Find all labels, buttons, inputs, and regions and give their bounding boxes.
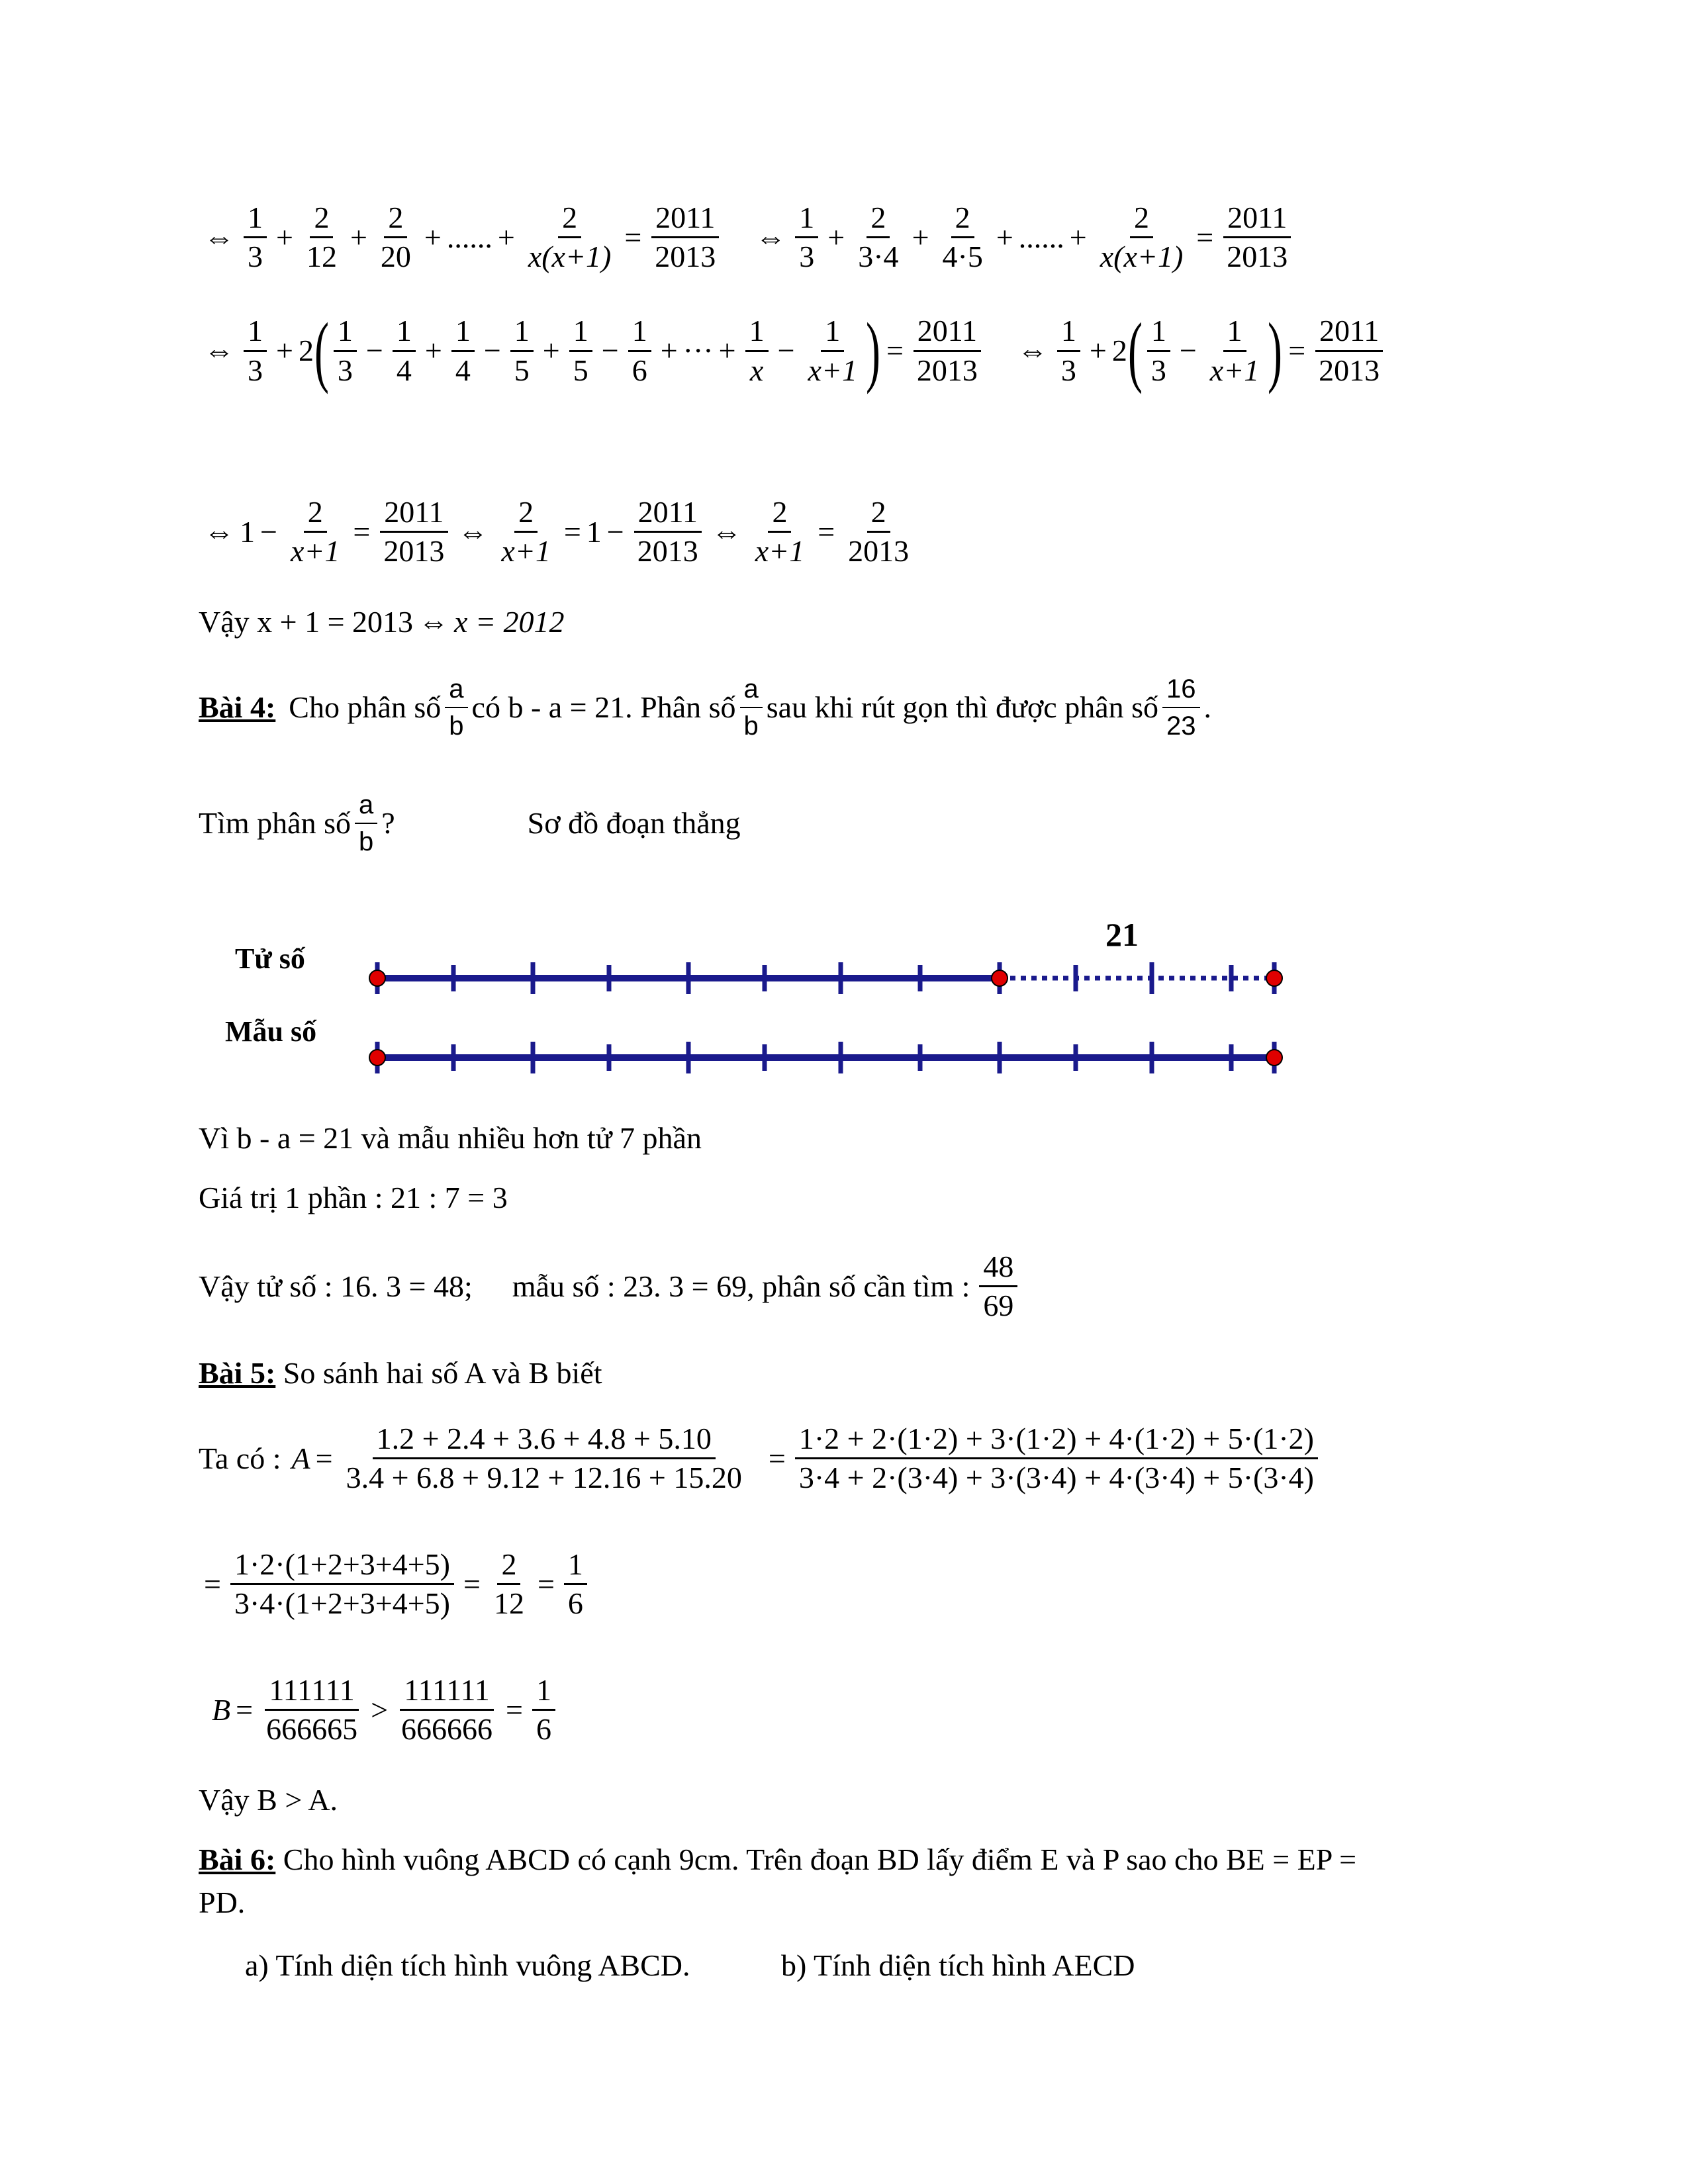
difference-label: 21 xyxy=(1105,916,1139,953)
fraction: $\frac{2}{20}$ xyxy=(380,201,411,274)
eq-line-2: ⇔ $\frac{1}{3}$ + 2 ( $\frac{1}{3}$ − $\frac{1}{4}$ + $\frac{1}{4}$ − $\frac{1}{5}$ + $\frac{1}{5}$ − $\frac{1}{6}$ + ··· + $\frac{1}{x}$ − $\frac{1}{x+1}$ ) = $\frac{2011}{2013}$ ⇔ $\frac{1}{3}$ + 2 ( $\frac{1}{3}$ − $\frac{1}{x+1}$ ) = $\frac{2011}{2013}$ xyxy=(199,311,1387,390)
fraction: $\frac{2011}{2013}$ xyxy=(1223,202,1291,273)
bai5-title: Bài 5: xyxy=(199,1356,276,1390)
bai5-conclusion: Vậy B > A. xyxy=(199,1783,338,1817)
conclusion-line: Vậy x + 1 = 2013 ⇔ x = 2012 xyxy=(199,605,565,639)
fraction: $\frac{1}{3}$ xyxy=(795,202,818,273)
fraction: $\frac{2}{4\cdot 5}$ xyxy=(942,201,983,274)
equiv-symbol: ⇔ xyxy=(711,514,742,549)
bai6-statement-cont: PD. xyxy=(199,1886,246,1919)
fraction: $\frac{2}{x(x+1)}$ xyxy=(1100,201,1184,274)
difference-end-point xyxy=(1266,970,1282,986)
equiv-symbol: ⇔ xyxy=(457,514,489,549)
numerator-start-point xyxy=(369,970,385,986)
bai6-statement: Bài 6: Cho hình vuông ABCD có cạnh 9cm. Trên đoạn BD lấy điểm E và P sao cho BE = EP = xyxy=(199,1843,1357,1876)
bai5-statement: Bài 5: So sánh hai số A và B biết xyxy=(199,1356,602,1390)
equiv-symbol: ⇔ xyxy=(204,514,234,549)
bai4-line-2: Giá trị 1 phần : 21 : 7 = 3 xyxy=(199,1181,508,1214)
denominator-label: Mẫu số xyxy=(225,1015,317,1048)
bai5-B-line: B = $\frac{111111}{666665}$ > $\frac{111111}{666666}$ = $\frac{1}{6}$ xyxy=(212,1674,559,1746)
bai4-line-1: Vì b - a = 21 và mẫu nhiều hơn tử 7 phần xyxy=(199,1121,702,1155)
denominator-start-point xyxy=(369,1050,385,1066)
equiv-symbol: ⇔ xyxy=(755,220,786,254)
bai6-question-b: b) Tính diện tích hình AECD xyxy=(781,1948,1135,1982)
equiv-symbol: ⇔ xyxy=(204,333,234,367)
bai4-question: Tìm phân số $\frac{a}{b}$ ? Sơ đồ đoạn thẳng xyxy=(199,790,741,856)
fraction: $\frac{2011}{2013}$ xyxy=(651,202,720,273)
bai4-title: Bài 4: xyxy=(199,690,276,724)
bai6-question-a: a) Tính diện tích hình vuông ABCD. xyxy=(245,1948,690,1982)
bai4-statement: Bài 4: Cho phân số $\frac{a}{b}$ có b - a = 21. Phân số $\frac{a}{b}$ sau khi rút gọn thì được phân số $\frac{16}{23}$ . xyxy=(199,674,1212,741)
eq-line-1: ⇔ $\frac{1}{3}$ + $\frac{2}{12}$ + $\frac{2}{20}$ + ...... + $\frac{2}{x(x+1)}$ = $\frac{2011}{2013}$ ⇔ $\frac{1}{3}$ + $\frac{2}{3\cdot 4}$ + $\frac{2}{4\cdot 5}$ + ...... + $\frac{2}{x(x+1)}$ = $\frac{2011}{2013}$ xyxy=(199,202,1295,273)
fraction: $\frac{2}{3\cdot 4}$ xyxy=(858,201,899,274)
numerator-end-point xyxy=(992,970,1008,986)
fraction: $\frac{1}{3}$ xyxy=(244,202,267,273)
equiv-symbol: ⇔ xyxy=(204,220,234,254)
numerator-label: Tử số xyxy=(235,942,305,975)
eq-line-3: ⇔ 1 − $\frac{2}{x+1}$ = $\frac{2011}{2013}$ ⇔ $\frac{2}{x+1}$ = 1 − $\frac{2011}{2013}$ ⇔ $\frac{2}{x+1}$ = $\frac{2}{2013}$ xyxy=(204,495,910,569)
denominator-end-point xyxy=(1266,1050,1282,1066)
bai5-A-line-1: Ta có : A = $\frac{1.2 + 2.4 + 3.6 + 4.8 + 5.10}{3.4 + 6.8 + 9.12 + 12.16 + 15.20}$ = $\frac{1\cdot 2 + 2\cdot(1\cdot 2) + 3\cdot(1\cdot 2) + 4\cdot(1\cdot 2) + 5\cdot(1\cdot 2)}{3\cdot 4 + 2\cdot(3\cdot 4) + 3\cdot(3\cdot 4) + 4\cdot(3\cdot 4) + 5\cdot(3\cdot 4)}$ xyxy=(199,1423,1322,1494)
diagram-caption: Sơ đồ đoạn thẳng xyxy=(527,805,741,840)
bai5-A-line-2: = $\frac{1\cdot 2\cdot(1+2+3+4+5)}{3\cdot 4\cdot(1+2+3+4+5)}$ = $\frac{2}{12}$ = $\frac{1}{6}$ xyxy=(199,1549,591,1620)
fraction: $\frac{2}{x(x+1)}$ xyxy=(528,201,612,274)
bai4-line-3: Vậy tử số : 16. 3 = 48; mẫu số : 23. 3 = 69, phân số cần tìm : $\frac{48}{69}$ xyxy=(199,1251,1021,1322)
equiv-symbol: ⇔ xyxy=(1017,333,1048,367)
fraction: $\frac{2}{12}$ xyxy=(306,201,337,274)
bai6-title: Bài 6: xyxy=(199,1843,276,1876)
